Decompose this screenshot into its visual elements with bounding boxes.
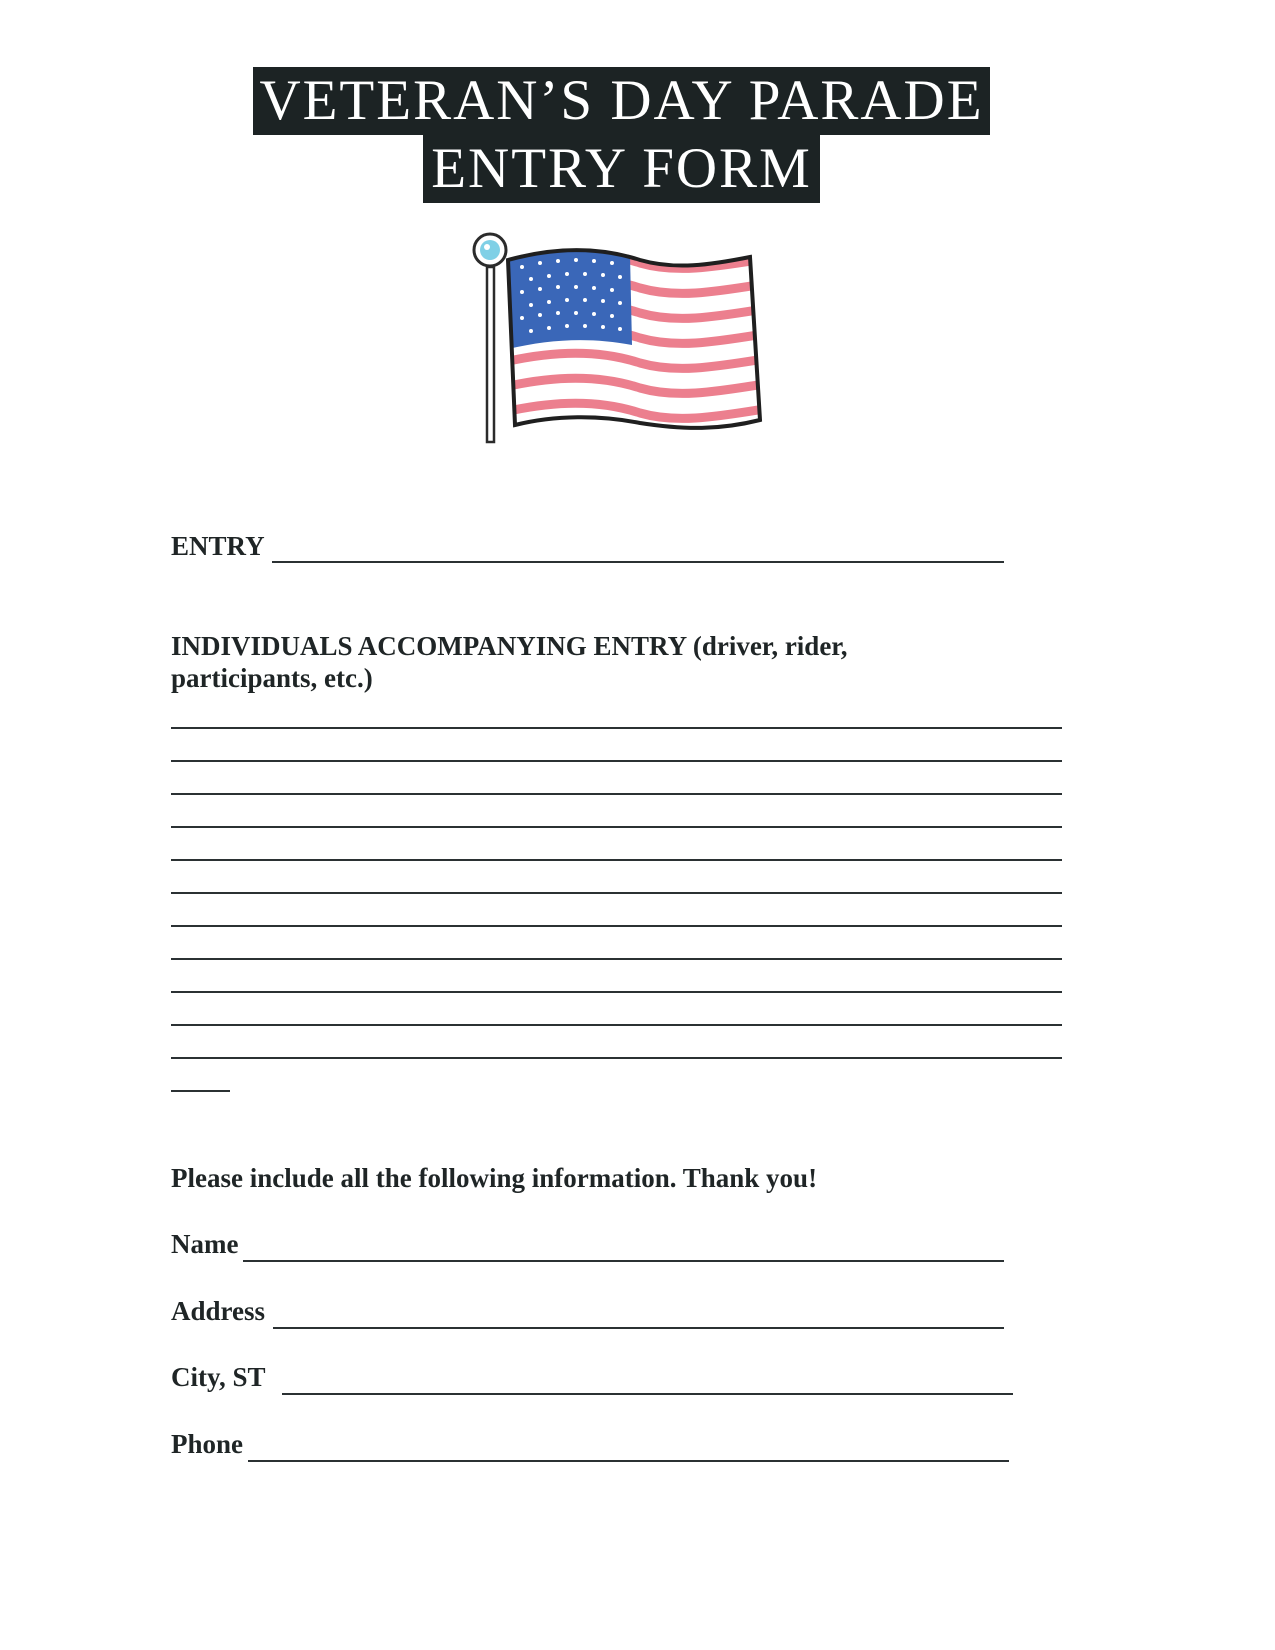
phone-input-line[interactable]	[248, 1460, 1009, 1462]
accompanying-line-short[interactable]	[171, 1090, 230, 1092]
accompanying-line[interactable]	[171, 760, 1062, 762]
city-state-input-line[interactable]	[282, 1393, 1013, 1395]
address-input-line[interactable]	[273, 1327, 1004, 1329]
entry-input-line[interactable]	[272, 561, 1004, 563]
phone-label: Phone	[171, 1429, 244, 1459]
page-title-line-1: VETERAN’S DAY PARADE	[253, 67, 990, 135]
accompanying-individuals-label: INDIVIDUALS ACCOMPANYING ENTRY (driver, rider, participants, etc.)	[171, 631, 848, 693]
accompanying-line[interactable]	[171, 727, 1062, 729]
flag-pole	[487, 267, 494, 442]
accompanying-line[interactable]	[171, 892, 1062, 894]
city-state-label: City, ST	[171, 1362, 266, 1392]
accompanying-line[interactable]	[171, 958, 1062, 960]
name-input-line[interactable]	[243, 1260, 1004, 1262]
name-label: Name	[171, 1229, 239, 1259]
page-title-line-2: ENTRY FORM	[423, 135, 820, 203]
accompanying-line[interactable]	[171, 793, 1062, 795]
info-instruction: Please include all the following information. Thank you!	[171, 1163, 818, 1193]
accompanying-line[interactable]	[171, 991, 1062, 993]
entry-label: ENTRY	[171, 531, 265, 561]
address-label: Address	[171, 1296, 266, 1326]
accompanying-line[interactable]	[171, 925, 1062, 927]
accompanying-line[interactable]	[171, 859, 1062, 861]
accompanying-line[interactable]	[171, 826, 1062, 828]
accompanying-line[interactable]	[171, 1024, 1062, 1026]
american-flag-icon	[460, 225, 780, 455]
accompanying-line[interactable]	[171, 1057, 1062, 1059]
